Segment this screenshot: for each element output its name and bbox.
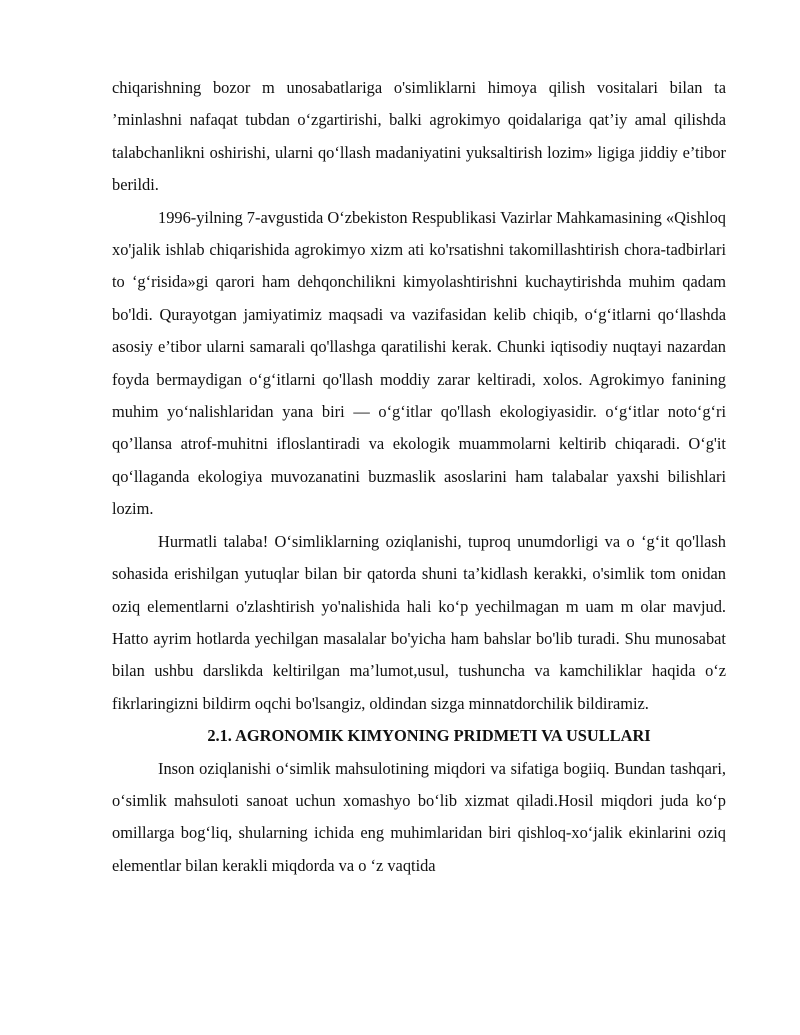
paragraph-human-nutrition: Inson oziqlanishi o‘simlik mahsulotining miqdori va sifatiga bogiiq. Bundan tashqari, o‘simlik mahsuloti sanoat uchun xomashyo bo‘lib xizmat qiladi.Hosil miqdori juda ko‘p omillarga bog‘liq, shularning ichida eng muhimlaridan biri qishloq-xo‘jalik ekinlarini oziq elementlar bilan kerakli miqdorda va o ‘z vaqtida <box>112 758 726 875</box>
paragraph-1996-resolution: 1996-yilning 7-avgustida O‘zbekiston Respublikasi Vazirlar Mahkamasining «Qishloq xo'jalik ishlab chiqarishida agrokimyo xizm ati ko'rsatishni takomillashtirish chora-tadbirlari to ‘g‘risida»gi qarori ham dehqonchilikni kimyolashtirishni kuchaytirishda muhim qadam bo'ldi. Qurayotgan jamiyatimiz maqsadi va vazifasidan kelib chiqib, o‘g‘itlarni qo‘llashda asosiy e’tibor ularni samarali qo'llashga qaratilishi kerak. Chunki iqtisodiy nuqtayi nazardan foyda bermaydigan o‘g‘itlarni qo'llash moddiy zarar keltiradi, xolos. Agrokimyo fanining muhim yo‘nalishlaridan yana biri — o‘g‘itlar qo'llash ekologiyasidir. o‘g‘itlar noto‘g‘ri qo’llansa atrof-muhitni ifloslantiradi va ekologik muammolarni keltirib chiqaradi. O‘g'it qo‘llaganda ekologiya muvozanatini buzmaslik asoslarini ham talabalar yaxshi bilishlari lozim. <box>112 207 726 519</box>
document-page <box>112 72 726 882</box>
section-heading: 2.1. AGRONOMIK KIMYONING PRIDMETI VA USULLARI <box>207 726 651 746</box>
paragraph-dear-student: Hurmatli talaba! O‘simliklarning oziqlanishi, tuproq unumdorligi va o ‘g‘it qo'llash sohasida erishilgan yutuqlar bilan bir qatorda shuni ta’kidlash kerakki, o'simlik tom onidan oziq elementlarni o'zlashtirish yo'nalishida hali ko‘p yechilmagan m uam m olar mavjud. Hatto ayrim hotlarda yechilgan masalalar bo'yicha ham bahslar bo'lib turadi. Shu munosabat bilan ushbu darslikda keltirilgan ma’lumot,usul, tushuncha va kamchiliklar haqida o‘z fikrlaringizni bildirm oqchi bo'lsangiz, oldindan sizga minnatdorchilik bildiramiz. <box>112 531 726 713</box>
paragraph-intro-continuation: chiqarishning bozor m unosabatlariga o'simliklarni himoya qilish vositalari bilan ta ’minlashni nafaqat tubdan o‘zgartirishi, balki agrokimyo qoidalariga qat’iy amal qilishda talabchanlikni oshirishi, ularni qo‘llash madaniyatini yuksaltirish lozim» ligiga jiddiy e’tibor berildi. <box>112 78 726 195</box>
